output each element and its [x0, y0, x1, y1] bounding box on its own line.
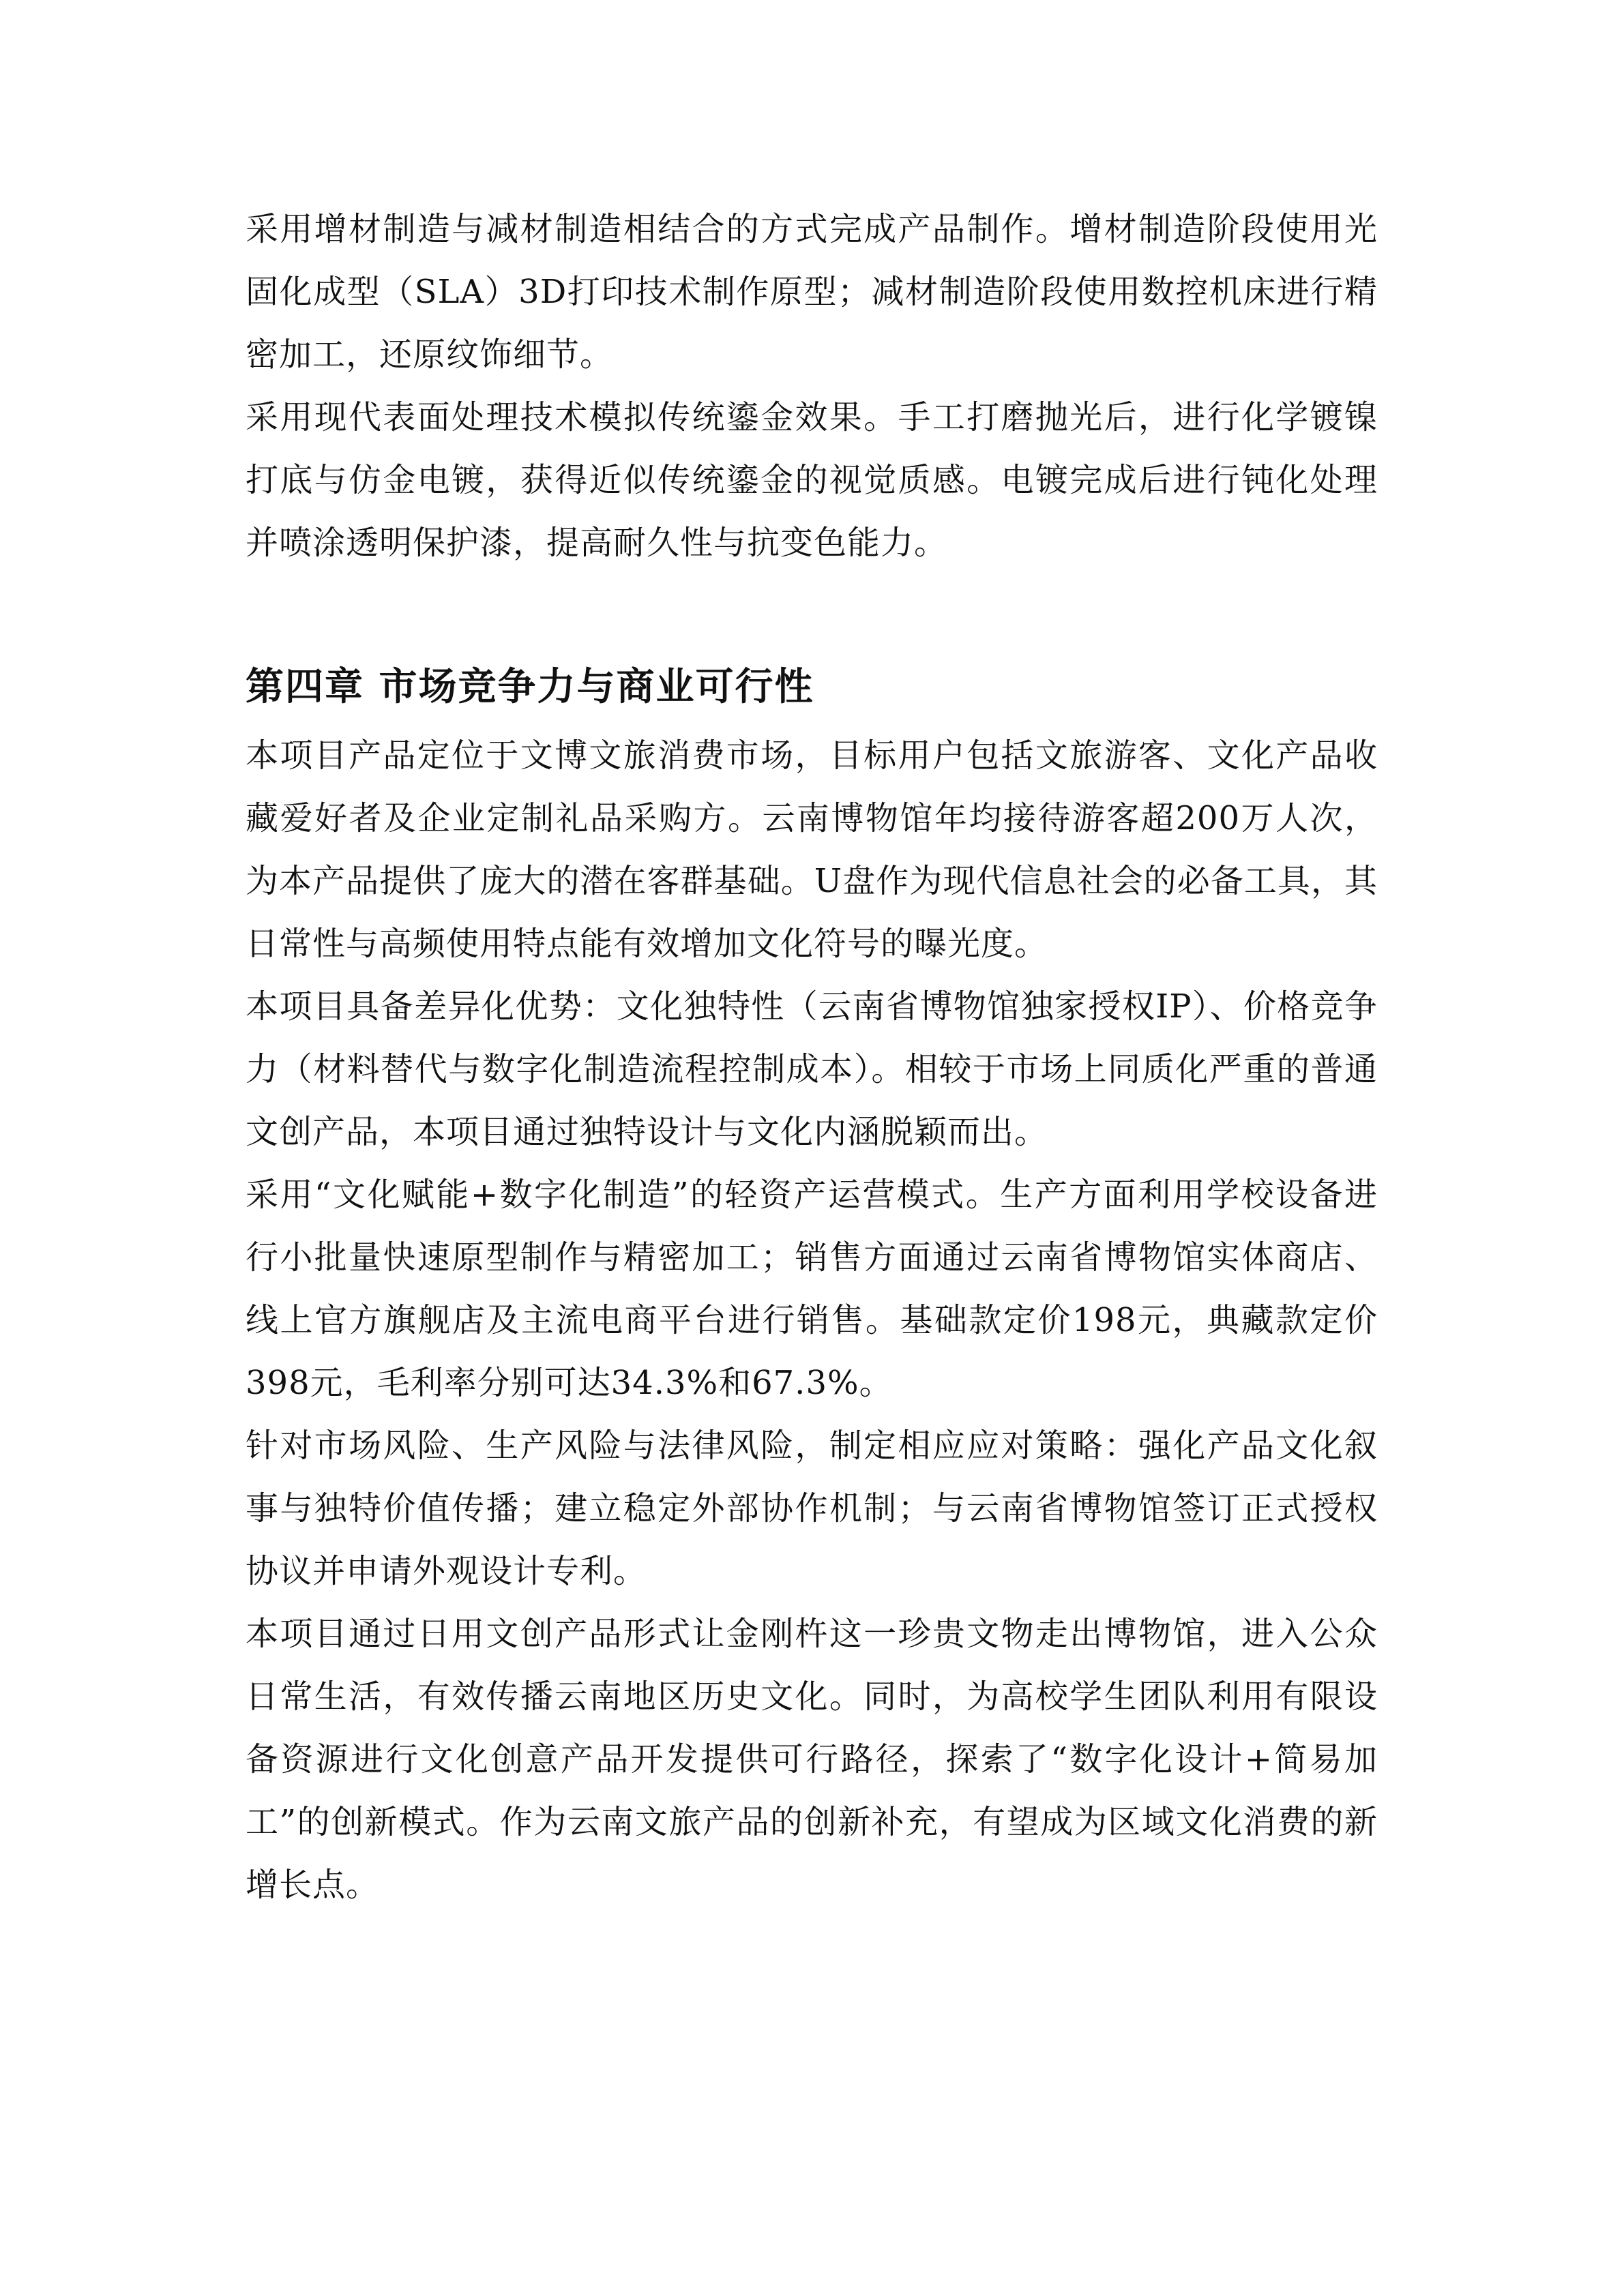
chapter-title: 第四章 市场竞争力与商业可行性 — [246, 665, 814, 709]
paragraph-conclusion: 本项目通过日用文创产品形式让金刚杵这一珍贵文物走出博物馆，进入公众日常生活，有效传播云南地区历史文化。同时，为高校学生团队利用有限设备资源进行文化创意产品开发提供可行路径，探索了“数字化设计+简易加工”的创新模式。作为云南文旅产品的创新补充，有望成为区域文化消费的新增长点。 — [246, 1615, 1378, 1904]
paragraph-market-positioning: 本项目产品定位于文博文旅消费市场，目标用户包括文旅游客、文化产品收藏爱好者及企业定制礼品采购方。云南博物馆年均接待游客超200万人次，为本产品提供了庞大的潜在客群基础。U盘作为现代信息社会的必备工具，其日常性与高频使用特点能有效增加文化符号的曝光度。 — [246, 736, 1378, 963]
paragraph-business-model: 采用“文化赋能+数字化制造”的轻资产运营模式。生产方面利用学校设备进行小批量快速原型制作与精密加工；销售方面通过云南省博物馆实体商店、线上官方旗舰店及主流电商平台进行销售。基础款定价198元，典藏款定价398元，毛利率分别可达34.3%和67.3%。 — [246, 1176, 1378, 1402]
paragraph-surface-treatment: 采用现代表面处理技术模拟传统鎏金效果。手工打磨抛光后，进行化学镀镍打底与仿金电镀，获得近似传统鎏金的视觉质感。电镀完成后进行钝化处理并喷涂透明保护漆，提高耐久性与抗变色能力。 — [246, 398, 1378, 562]
paragraph-differentiation: 本项目具备差异化优势：文化独特性（云南省博物馆独家授权IP）、价格竞争力（材料替代与数字化制造流程控制成本）。相较于市场上同质化严重的普通文创产品，本项目通过独特设计与文化内涵脱颖而出。 — [246, 987, 1378, 1151]
paragraph-manufacturing: 采用增材制造与减材制造相结合的方式完成产品制作。增材制造阶段使用光固化成型（SLA）3D打印技术制作原型；减材制造阶段使用数控机床进行精密加工，还原纹饰细节。 — [246, 210, 1378, 374]
chapter-body — [246, 724, 1378, 1916]
intro-section — [246, 198, 1378, 574]
document-page — [246, 198, 1378, 1916]
paragraph-risk-strategy: 针对市场风险、生产风险与法律风险，制定相应应对策略：强化产品文化叙事与独特价值传播；建立稳定外部协作机制；与云南省博物馆签订正式授权协议并申请外观设计专利。 — [246, 1427, 1378, 1590]
